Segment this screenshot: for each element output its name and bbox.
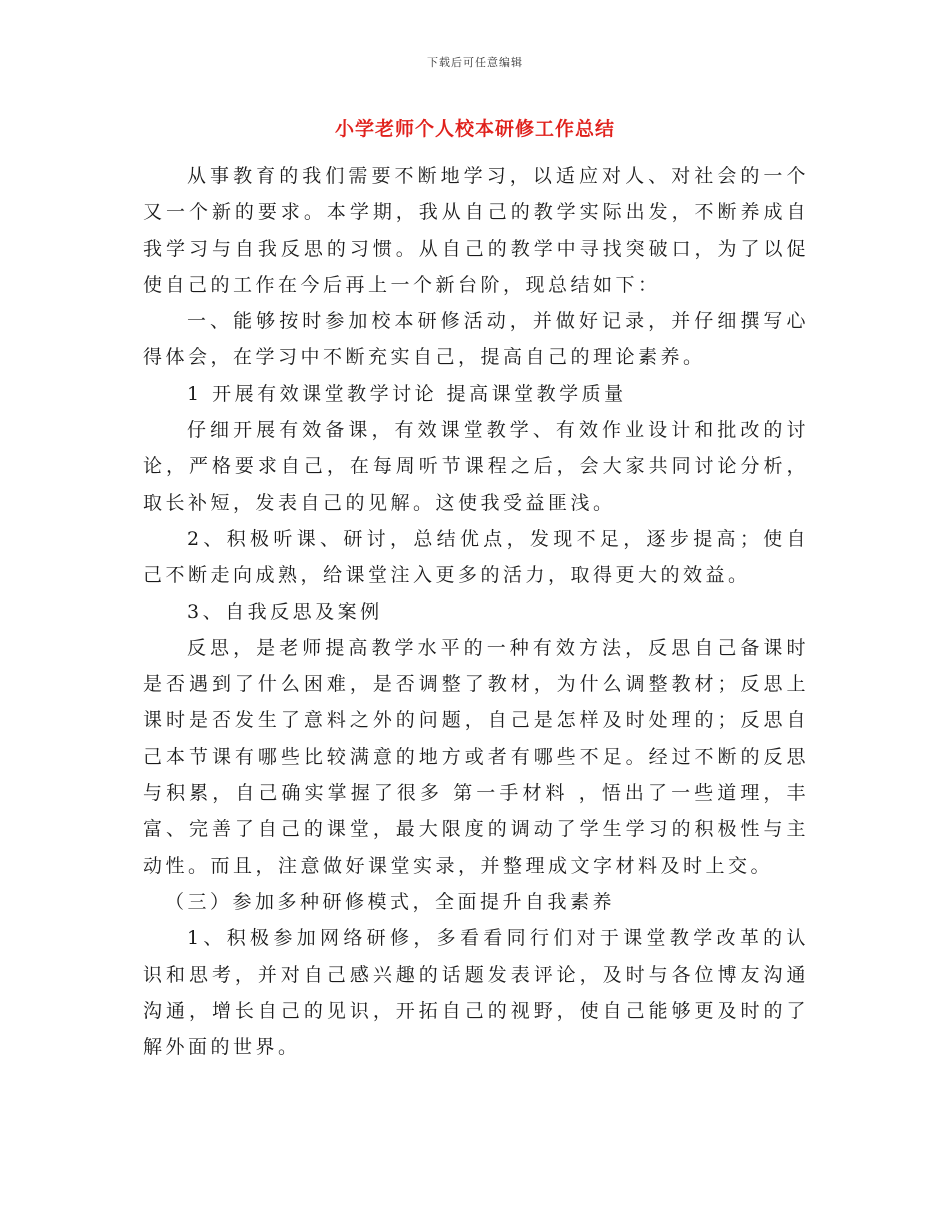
- paragraph-item-1-body: 仔细开展有效备课，有效课堂教学、有效作业设计和批改的讨论，严格要求自己，在每周听节课程之后，会大家共同讨论分析，取长补短，发表自己的见解。这使我受益匪浅。: [143, 419, 809, 514]
- paragraph-intro: 从事教育的我们需要不断地学习，以适应对人、对社会的一个又一个新的要求。本学期，我从自己的教学实际出发，不断养成自我学习与自我反思的习惯。从自己的教学中寻找突破口，为了以促使自己的工作在今后再上一个新台阶，现总结如下：: [143, 165, 809, 296]
- header-note: 下载后可任意编辑: [427, 56, 523, 69]
- paragraph-network-study: 1、积极参加网络研修，多看看同行们对于课堂教学改革的认识和思考，并对自己感兴趣的话题发表评论，及时与各位博友沟通沟通，增长自己的见识，开拓自己的视野，使自己能够更及时的了解外面的世界。: [143, 927, 809, 1059]
- paragraph-item-3-heading: 3、自我反思及案例: [187, 600, 383, 623]
- document-body: [143, 158, 809, 1065]
- paragraph-section-three: （三）参加多种研修模式，全面提升自我素养: [165, 890, 616, 913]
- paragraph-section-one: 一、能够按时参加校本研修活动，并做好记录，并仔细撰写心得体会，在学习中不断充实自己，提高自己的理论素养。: [143, 310, 809, 369]
- paragraph-item-1-heading: 1 开展有效课堂教学讨论 提高课堂教学质量: [187, 382, 627, 405]
- paragraph-item-2: 2、积极听课、研讨，总结优点，发现不足，逐步提高；使自己不断走向成熟，给课堂注入更多的活力，取得更大的效益。: [143, 527, 809, 587]
- paragraph-item-3-body: 反思，是老师提高教学水平的一种有效方法，反思自己备课时是否遇到了什么困难，是否调整了教材，为什么调整教材；反思上课时是否发生了意料之外的问题，自己是怎样及时处理的；反思自己本节课有哪些比较满意的地方或者有哪些不足。经过不断的反思与积累，自己确实掌握了很多 第一手材料 ，悟出了一些道理，丰富、完善了自己的课堂，最大限度的调动了学生学习的积极性与主动性。而且，注意做好课堂实录，并整理成文字材料及时上交。: [143, 636, 809, 877]
- document-title: 小学老师个人校本研修工作总结: [334, 118, 615, 140]
